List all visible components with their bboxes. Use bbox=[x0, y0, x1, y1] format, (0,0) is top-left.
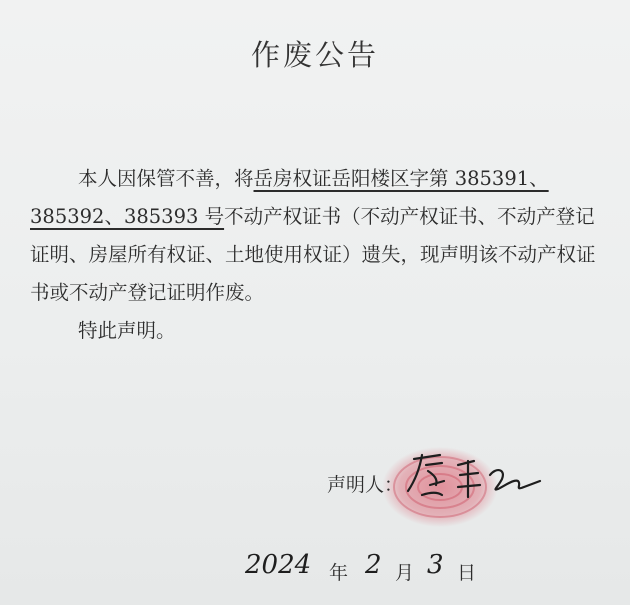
month-unit: 月 bbox=[395, 562, 415, 584]
date-line bbox=[245, 540, 495, 600]
date-month: 2 bbox=[365, 550, 382, 580]
notice-paragraph-2 bbox=[30, 312, 605, 350]
paragraph-1-lead: 本人因保管不善，将 bbox=[78, 167, 254, 190]
date-day: 3 bbox=[427, 550, 444, 580]
certificate-numbers: 岳房权证岳阳楼区字第 385391、385392、385393 号 bbox=[30, 167, 549, 228]
notice-body bbox=[30, 160, 605, 350]
closing-statement: 特此声明。 bbox=[78, 319, 176, 342]
year-unit: 年 bbox=[329, 562, 349, 584]
handwritten-signature bbox=[392, 445, 552, 520]
notice-paragraph-1 bbox=[30, 160, 605, 312]
day-unit: 日 bbox=[457, 562, 477, 584]
signer-label: 声明人： bbox=[327, 474, 404, 496]
date-year: 2024 bbox=[245, 550, 312, 580]
notice-title: 作废公告 bbox=[250, 38, 379, 72]
paragraph-1-tail: 不动产权证书（不动产权证书、不动产登记证明、房屋所有权证、土地使用权证）遗失，现声明该不动产权证书或不动产登记证明作废。 bbox=[30, 205, 596, 304]
